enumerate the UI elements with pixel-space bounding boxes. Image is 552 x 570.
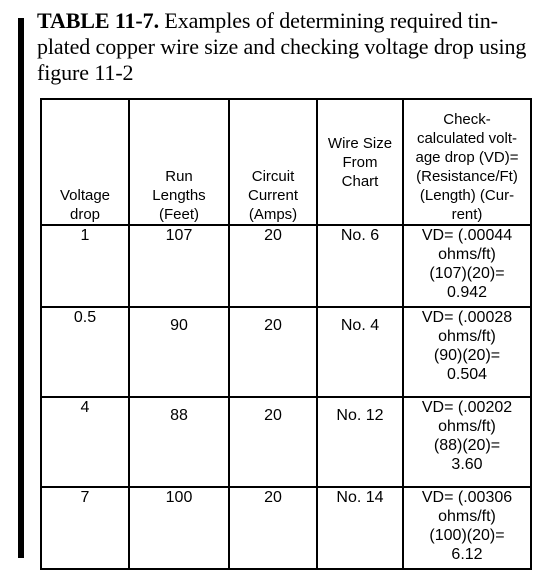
table-number: TABLE 11-7.	[37, 8, 159, 33]
cell-wire-size: No. 6	[317, 225, 403, 307]
header-circuit-current: Circuit Current (Amps)	[229, 99, 317, 225]
cell-run-length: 107	[129, 225, 229, 307]
cell-current: 20	[229, 307, 317, 397]
cell-current: 20	[229, 225, 317, 307]
margin-change-bar	[18, 18, 24, 558]
header-run-lengths: Run Lengths (Feet)	[129, 99, 229, 225]
cell-voltage-drop: 7	[41, 487, 129, 569]
cell-vd-calculation: VD= (.00306 ohms/ft) (100)(20)= 6.12	[403, 487, 531, 569]
header-check-calculated-vd: Check- calculated volt- age drop (VD)= (Resistance/Ft) (Length) (Cur- rent)	[403, 99, 531, 225]
table-row	[41, 397, 531, 487]
table-row	[41, 487, 531, 569]
cell-run-length: 100	[129, 487, 229, 569]
cell-wire-size: No. 4	[317, 307, 403, 397]
cell-vd-calculation: VD= (.00202 ohms/ft) (88)(20)= 3.60	[403, 397, 531, 487]
cell-run-length: 88	[129, 397, 229, 487]
cell-voltage-drop: 0.5	[41, 307, 129, 397]
cell-wire-size: No. 14	[317, 487, 403, 569]
cell-voltage-drop: 4	[41, 397, 129, 487]
cell-voltage-drop: 1	[41, 225, 129, 307]
header-row	[41, 99, 531, 225]
cell-current: 20	[229, 397, 317, 487]
header-voltage-drop: Voltage drop	[41, 99, 129, 225]
table-row	[41, 307, 531, 397]
cell-vd-calculation: VD= (.00044 ohms/ft) (107)(20)= 0.942	[403, 225, 531, 307]
cell-current: 20	[229, 487, 317, 569]
table-row	[41, 225, 531, 307]
table-title: Examples of determining required tin-plated copper wire size and checking voltage drop using figure 11-2	[37, 8, 527, 85]
header-wire-size: Wire Size From Chart	[317, 99, 403, 225]
cell-run-length: 90	[129, 307, 229, 397]
cell-wire-size: No. 12	[317, 397, 403, 487]
table-caption	[37, 8, 537, 86]
voltage-drop-table	[40, 98, 532, 570]
cell-vd-calculation: VD= (.00028 ohms/ft) (90)(20)= 0.504	[403, 307, 531, 397]
